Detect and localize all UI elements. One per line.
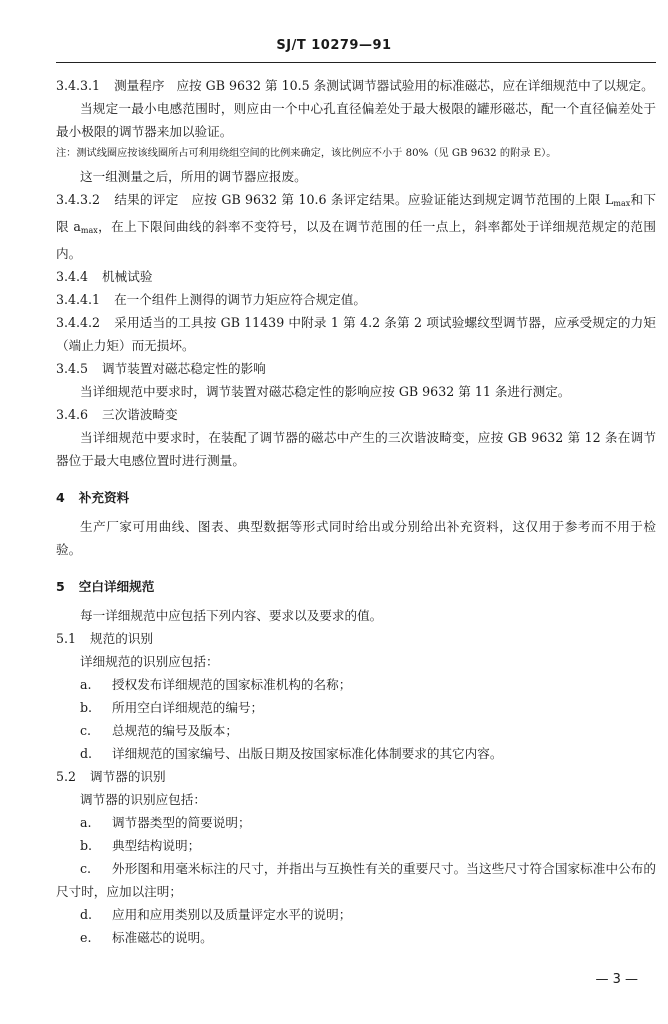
list-item bbox=[56, 903, 656, 926]
note bbox=[56, 145, 656, 163]
clause-3-4-6 bbox=[56, 403, 656, 426]
clause-text: 应按 GB 9632 第 10.6 条评定结果。应验证能达到规定调节范围的上限 L bbox=[191, 192, 614, 207]
paragraph: 当规定一最小电感范围时，则应由一个中心孔直径偏差处于最大极限的罐形磁芯，配一个直径偏差处于最小极限的调节器来加以验证。 bbox=[56, 101, 656, 139]
note-label: 注： bbox=[56, 148, 77, 159]
list-item bbox=[56, 811, 656, 834]
list-item bbox=[56, 742, 656, 765]
list-text: 外形图和用毫米标注的尺寸，并指出与互换性有关的重要尺寸。当这些尺寸符合国家标准中公布的尺寸时，应加以注明； bbox=[56, 861, 656, 899]
note-text: 测试线圈应按该线圈所占可利用绕组空间的比例来确定，该比例应不小于 80%（见 GB 9632 的附录 E）。 bbox=[76, 148, 557, 159]
clause-number: 3.4.4.1 bbox=[56, 292, 101, 307]
clause-3-4-5 bbox=[56, 357, 656, 380]
clause-number: 3.4.5 bbox=[56, 361, 89, 376]
clause-3-4-4-1 bbox=[56, 288, 656, 311]
clause-title: 调节装置对磁芯稳定性的影响 bbox=[102, 361, 266, 376]
clause-3-4-4-2 bbox=[56, 311, 656, 357]
clause-number: 3.4.4 bbox=[56, 269, 89, 284]
list-text: 详细规范的国家编号、出版日期及按国家标准化体制要求的其它内容。 bbox=[112, 746, 503, 761]
document-body bbox=[56, 74, 656, 949]
page-number: — 3 — bbox=[595, 972, 638, 987]
paragraph: 当详细规范中要求时，调节装置对磁芯稳定性的影响应按 GB 9632 第 11 条进行测定。 bbox=[80, 384, 571, 399]
section-4-heading bbox=[56, 486, 656, 509]
list-label: e. bbox=[80, 930, 92, 945]
list-label: a. bbox=[80, 677, 92, 692]
clause-3-4-4 bbox=[56, 265, 656, 288]
list-text: 调节器类型的简要说明； bbox=[112, 815, 251, 830]
clause-number: 3.4.6 bbox=[56, 407, 89, 422]
clause-text: 在一个组件上测得的调节力矩应符合规定值。 bbox=[114, 292, 366, 307]
list-label: b. bbox=[80, 700, 93, 715]
paragraph: 每一详细规范中应包括下列内容、要求以及要求的值。 bbox=[80, 608, 383, 623]
clause-title: 机械试验 bbox=[102, 269, 153, 284]
clause-5-1 bbox=[56, 627, 656, 650]
header-rule bbox=[56, 62, 656, 63]
paragraph: 这一组测量之后，所用的调节器应报废。 bbox=[80, 169, 307, 184]
clause-5-2 bbox=[56, 765, 656, 788]
list-label: a. bbox=[80, 815, 92, 830]
paragraph: 详细规范的识别应包括： bbox=[80, 654, 219, 669]
clause-title: 规范的识别 bbox=[90, 631, 153, 646]
list-item bbox=[56, 673, 656, 696]
list-text: 总规范的编号及版本； bbox=[112, 723, 238, 738]
subscript: max bbox=[80, 226, 98, 235]
list-label: d. bbox=[80, 746, 93, 761]
list-item bbox=[56, 696, 656, 719]
list-text: 所用空白详细规范的编号； bbox=[112, 700, 264, 715]
section-title: 补充资料 bbox=[78, 490, 130, 505]
clause-3-4-3-2 bbox=[56, 188, 656, 265]
section-5-heading bbox=[56, 575, 656, 598]
list-label: c. bbox=[80, 723, 92, 738]
subscript: max bbox=[613, 199, 631, 208]
paragraph: 生产厂家可用曲线、图表、典型数据等形式同时给出或分别给出补充资料，这仅用于参考而不用于检验。 bbox=[56, 519, 656, 557]
list-label: d. bbox=[80, 907, 93, 922]
clause-number: 5.2 bbox=[56, 769, 77, 784]
clause-text: 采用适当的工具按 GB 11439 中附录 1 第 4.2 条第 2 项试验螺纹型调节器，应承受规定的力矩（端止力矩）而无损坏。 bbox=[56, 315, 656, 353]
clause-text: 应按 GB 9632 第 10.5 条测试调节器试验用的标准磁芯，应在详细规范中了以规定。 bbox=[176, 78, 654, 93]
list-item bbox=[56, 719, 656, 742]
clause-number: 3.4.4.2 bbox=[56, 315, 101, 330]
paragraph: 当详细规范中要求时，在装配了调节器的磁芯中产生的三次谐波畸变，应按 GB 9632 第 12 条在调节器位于最大电感位置时进行测量。 bbox=[56, 430, 656, 468]
clause-title: 三次谐波畸变 bbox=[102, 407, 178, 422]
paragraph: 调节器的识别应包括： bbox=[80, 792, 206, 807]
list-text: 典型结构说明； bbox=[112, 838, 201, 853]
list-text: 授权发布详细规范的国家标准机构的名称； bbox=[112, 677, 352, 692]
section-number: 4 bbox=[56, 490, 65, 505]
list-text: 应用和应用类别以及质量评定水平的说明； bbox=[112, 907, 352, 922]
standard-code-header: SJ/T 10279—91 bbox=[276, 38, 392, 53]
clause-3-4-3-1 bbox=[56, 74, 656, 97]
clause-title: 结果的评定 bbox=[114, 192, 179, 207]
clause-text: ，在上下限间曲线的斜率不变符号，以及在调节范围的任一点上，斜率都处于详细规范规定的范围内。 bbox=[56, 219, 657, 261]
clause-text: 和下限 a bbox=[56, 192, 657, 234]
clause-number: 3.4.3.2 bbox=[56, 192, 101, 207]
list-item bbox=[56, 834, 656, 857]
section-title: 空白详细规范 bbox=[78, 579, 155, 594]
section-number: 5 bbox=[56, 579, 65, 594]
list-item bbox=[56, 857, 656, 903]
clause-number: 3.4.3.1 bbox=[56, 78, 101, 93]
list-label: c. bbox=[80, 861, 92, 876]
list-text: 标准磁芯的说明。 bbox=[112, 930, 213, 945]
clause-number: 5.1 bbox=[56, 631, 77, 646]
clause-title: 调节器的识别 bbox=[90, 769, 166, 784]
list-label: b. bbox=[80, 838, 93, 853]
clause-title: 测量程序 bbox=[114, 78, 165, 93]
list-item bbox=[56, 926, 656, 949]
